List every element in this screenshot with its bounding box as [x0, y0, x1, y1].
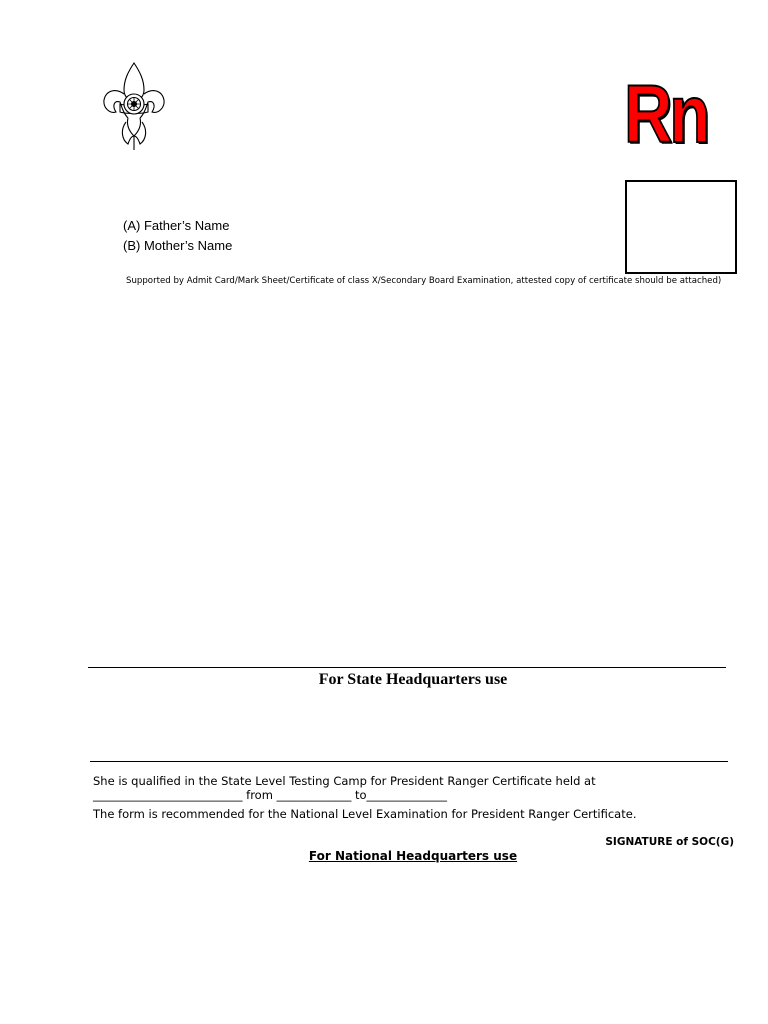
mother-name-label: (B) Mother’s Name — [123, 238, 233, 253]
divider-top — [88, 667, 726, 668]
photo-box — [625, 180, 737, 274]
father-name-label: (A) Father’s Name — [123, 218, 230, 233]
national-headquarters-heading: For National Headquarters use — [308, 849, 518, 863]
divider-middle — [90, 761, 728, 762]
qualification-line: She is qualified in the State Level Testing Camp for President Ranger Certificate held at — [93, 774, 596, 788]
qualification-dates-line: __________________________ from _____________ to______________ — [93, 788, 448, 802]
fleur-de-lis-icon — [100, 60, 168, 152]
recommendation-text: The form is recommended for the National Level Examination for President Ranger Certificate. — [93, 807, 637, 821]
state-headquarters-heading: For State Headquarters use — [318, 671, 508, 688]
signature-label: SIGNATURE of SOC(G) — [605, 836, 734, 848]
support-note: Supported by Admit Card/Mark Sheet/Certificate of class X/Secondary Board Examination, attested copy of certificate should be attached) — [126, 276, 722, 286]
qualification-paragraph — [93, 774, 734, 802]
rn-badge: Rn — [624, 69, 708, 160]
